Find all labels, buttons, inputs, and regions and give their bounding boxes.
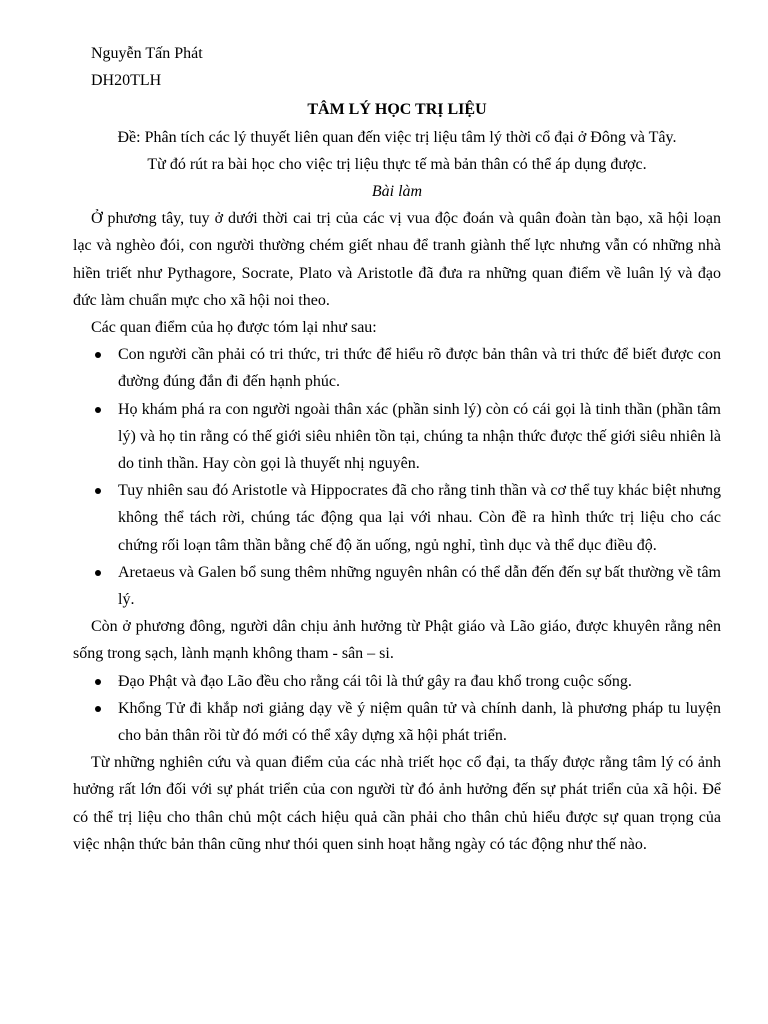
bullet-dot-icon [95,679,101,685]
paragraph-conclusion: Từ những nghiên cứu và quan điểm của các nhà triết học cổ đại, ta thấy được rằng tâm lý có ảnh hưởng rất lớn đối với sự phát triển của con người từ đó ảnh hưởng đến sự phát triển của xã hội. Để có thể trị liệu cho thân chủ một cách hiệu quả cần phải cho thân chủ hiểu được sự quan trọng của việc nhận thức bản thân cũng như thói quen sinh hoạt hằng ngày có tác động như thế nào. [73,754,721,853]
list-item-text: Họ khám phá ra con người ngoài thân xác (phần sinh lý) còn có cái gọi là tinh thần (phần tâm lý) và họ tin rằng có thế giới siêu nhiên tồn tại, chúng ta nhận thức được thế giới siêu nhiên là do tinh thần. Hay còn gọi là thuyết nhị nguyên. [118,400,721,473]
list-item [73,695,721,749]
document-title: TÂM LÝ HỌC TRỊ LIỆU [307,101,487,119]
paragraph-west-intro: Ở phương tây, tuy ở dưới thời cai trị của các vị vua độc đoán và quân đoàn tàn bạo, xã hội loạn lạc và nghèo đói, con người thường chém giết nhau để tranh giành thế lực nhưng vẫn có những nhà hiền triết như Pythagore, Socrate, Plato và Aristotle đã đưa ra những quan điểm về luân lý và đạo đức làm chuẩn mực cho xã hội noi theo. [73,210,721,309]
list-item [73,668,721,695]
list-item-text: Khổng Tử đi khắp nơi giảng dạy về ý niệm quân tử và chính danh, là phương pháp tu luyện cho bản thân rồi từ đó mới có thể xây dựng xã hội phát triển. [118,699,721,745]
list-item [73,477,721,559]
bullet-dot-icon [95,352,101,358]
bullet-dot-icon [95,706,101,712]
prompt-line-2: Từ đó rút ra bài học cho việc trị liệu thực tế mà bản thân có thể áp dụng được. [147,155,647,173]
paragraph-east-intro: Còn ở phương đông, người dân chịu ảnh hưởng từ Phật giáo và Lão giáo, được khuyên rằng nên sống trong sạch, lành mạnh không tham - sân – si. [73,618,721,663]
eastern-points-list [73,668,721,750]
western-points-list [73,341,721,613]
list-item [73,396,721,478]
list-item-text: Đạo Phật và đạo Lão đều cho rằng cái tôi là thứ gây ra đau khổ trong cuộc sống. [118,672,632,690]
paragraph-west-summary: Các quan điểm của họ được tóm lại như sau: [91,319,377,337]
list-item [73,559,721,613]
bullet-dot-icon [95,488,101,494]
list-item [73,341,721,395]
author-name: Nguyễn Tấn Phát [91,45,203,62]
prompt-line-1: Đề: Phân tích các lý thuyết liên quan đến việc trị liệu tâm lý thời cổ đại ở Đông và Tây. [117,128,677,146]
bullet-dot-icon [95,407,101,413]
bullet-dot-icon [95,570,101,576]
list-item-text: Tuy nhiên sau đó Aristotle và Hippocrates đã cho rằng tinh thần và cơ thể tuy khác biệt nhưng không thể tách rời, chúng tác động qua lại với nhau. Còn đề ra hình thức trị liệu cho các chứng rối loạn tâm thần bằng chế độ ăn uống, ngủ nghỉ, tình dục và thể dục điều độ. [118,482,721,554]
list-item-text: Aretaeus và Galen bổ sung thêm những nguyên nhân có thể dẫn đến đến sự bất thường về tâm lý. [118,563,721,609]
list-item-text: Con người cần phải có tri thức, tri thức để hiểu rõ được bản thân và tri thức để biết được con đường đúng đắn đi đến hạnh phúc. [118,346,721,391]
class-code: DH20TLH [91,72,162,90]
section-label: Bài làm [371,183,423,201]
